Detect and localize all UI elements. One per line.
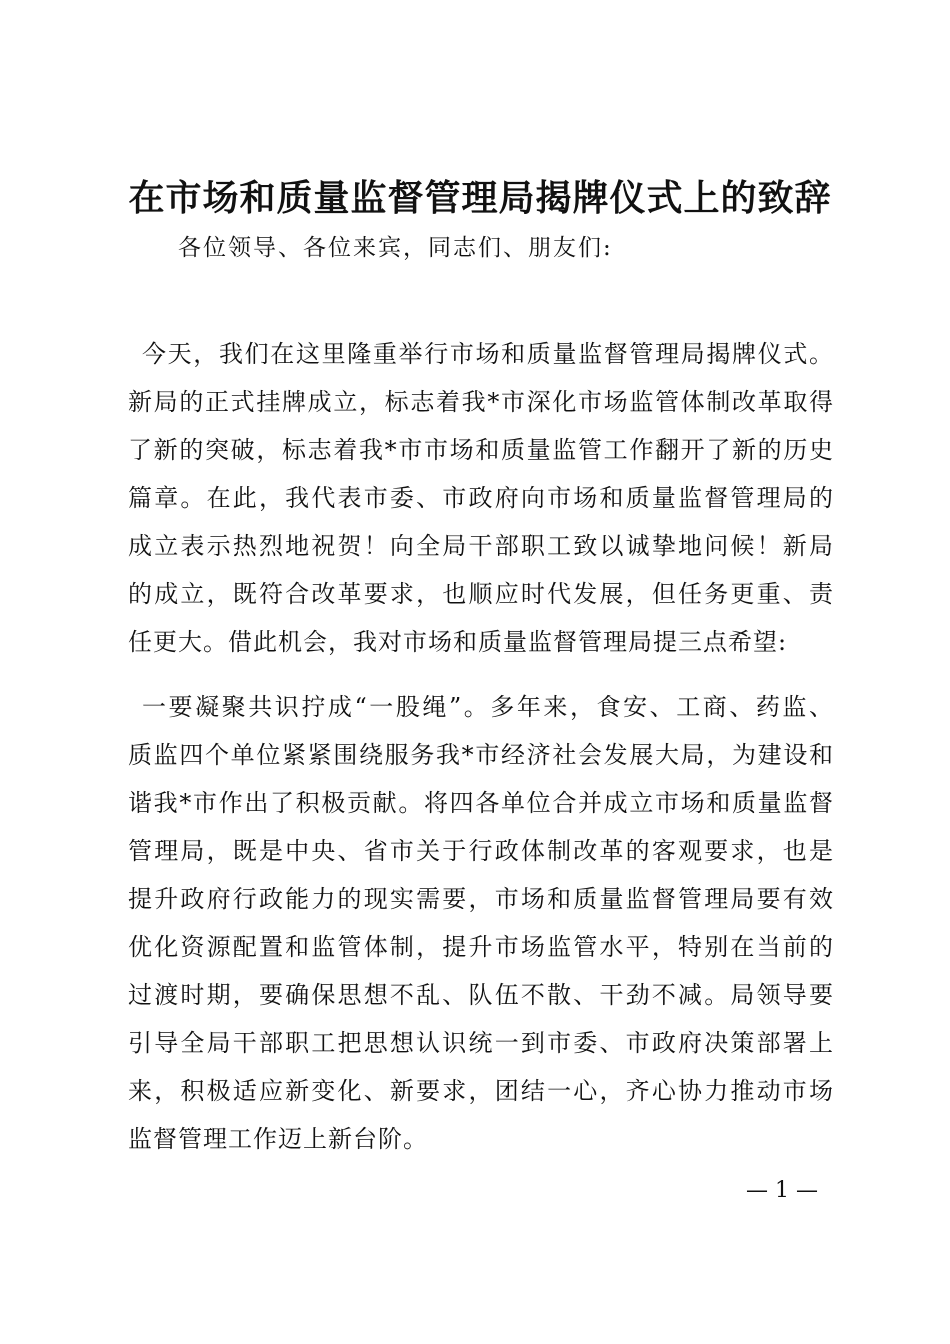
paragraph-line: 质监四个单位紧紧围绕服务我*市经济社会发展大局，为建设和: [128, 741, 834, 769]
paragraph-line: 管理局，既是中央、省市关于行政体制改革的客观要求，也是: [128, 837, 834, 865]
paragraph-line: 今天，我们在这里隆重举行市场和质量监督管理局揭牌仪式。: [142, 340, 834, 368]
salutation: 各位领导、各位来宾，同志们、朋友们:: [178, 235, 613, 261]
paragraph-line: 优化资源配置和监管体制，提升市场监管水平，特别在当前的: [128, 933, 834, 961]
paragraph-line: 一要凝聚共识拧成“一股绳”。多年来，食安、工商、药监、: [142, 693, 834, 721]
paragraph-line: 了新的突破，标志着我*市市场和质量监管工作翻开了新的历史: [128, 436, 834, 464]
paragraph-line: 监督管理工作迈上新台阶。: [128, 1125, 428, 1153]
paragraph-first-hope: [128, 683, 834, 1163]
paragraph-line: 的成立，既符合改革要求，也顺应时代发展，但任务更重、责: [128, 580, 834, 608]
paragraph-line: 新局的正式挂牌成立，标志着我*市深化市场监管体制改革取得: [128, 388, 834, 416]
page-number: — 1 —: [746, 1178, 818, 1203]
paragraph-line: 成立表示热烈地祝贺！向全局干部职工致以诚挚地问候！新局: [128, 532, 834, 560]
paragraph-line: 任更大。借此机会，我对市场和质量监督管理局提三点希望:: [128, 628, 788, 656]
paragraph-line: 提升政府行政能力的现实需要，市场和质量监督管理局要有效: [128, 885, 834, 913]
paragraph-opening: [128, 330, 834, 666]
paragraph-line: 来，积极适应新变化、新要求，团结一心，齐心协力推动市场: [128, 1077, 834, 1105]
paragraph-line: 引导全局干部职工把思想认识统一到市委、市政府决策部署上: [128, 1029, 834, 1057]
paragraph-line: 过渡时期，要确保思想不乱、队伍不散、干劲不减。局领导要: [128, 981, 834, 1009]
paragraph-line: 篇章。在此，我代表市委、市政府向市场和质量监督管理局的: [128, 484, 834, 512]
paragraph-line: 谐我*市作出了积极贡献。将四各单位合并成立市场和质量监督: [128, 789, 834, 817]
document-title: 在市场和质量监督管理局揭牌仪式上的致辞: [128, 177, 832, 219]
